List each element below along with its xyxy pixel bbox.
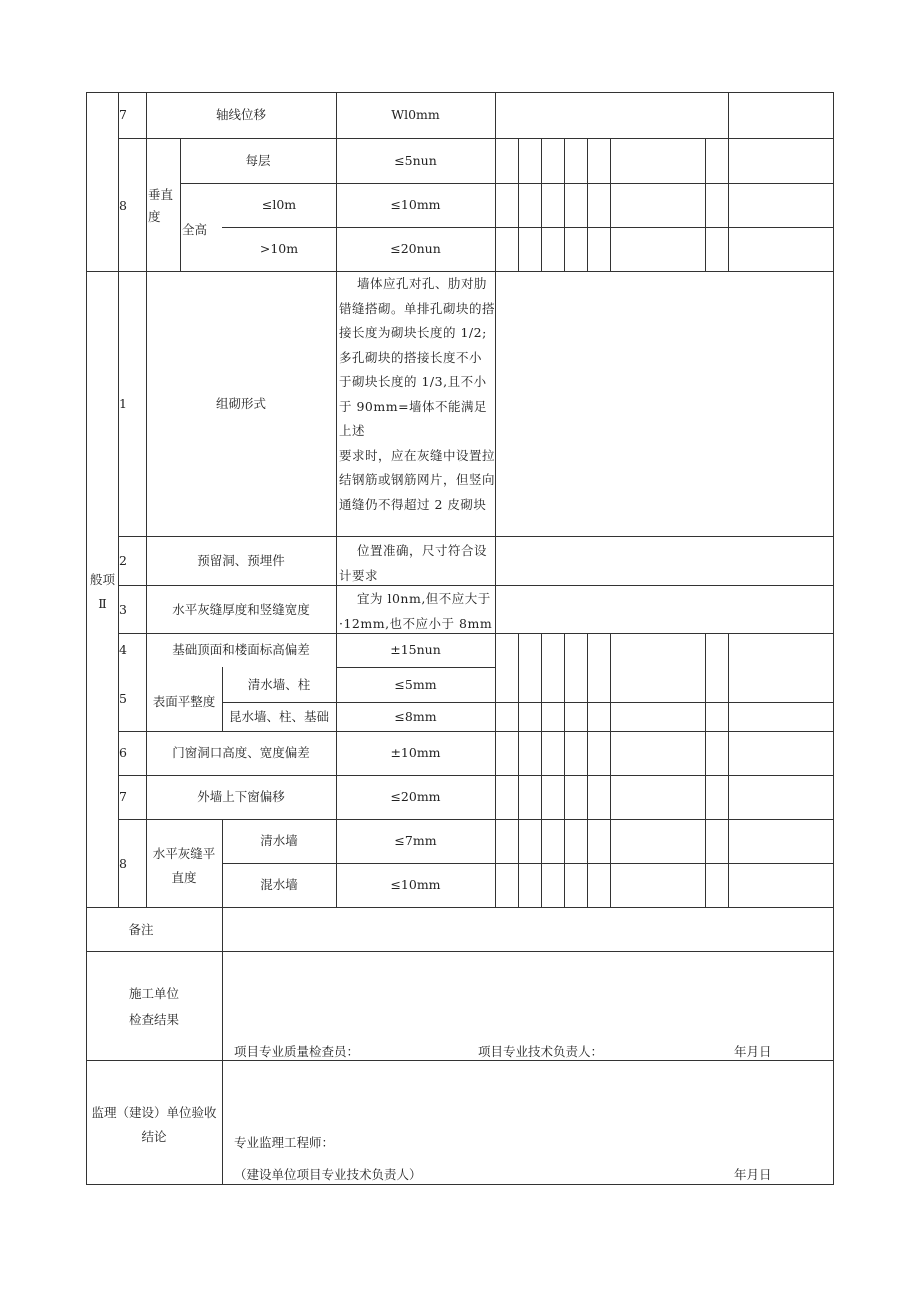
remarks-label: 备注	[128, 922, 154, 937]
rule	[610, 633, 611, 907]
item-name: 预留洞、预埋件	[197, 553, 285, 568]
row-number: 8	[119, 856, 127, 871]
sub-item: >10m	[259, 241, 299, 256]
rule	[222, 907, 223, 1185]
req-line: 于砌块长度的 1/3,且不小	[339, 374, 487, 389]
sub-item: 昆水墙、柱、基础	[228, 709, 329, 724]
rule	[86, 1184, 834, 1185]
rule	[564, 138, 565, 271]
row-number: 6	[119, 745, 127, 760]
rule	[146, 271, 147, 907]
rule	[86, 1060, 834, 1061]
sub-item: 每层	[245, 153, 271, 168]
item-name: 表面平整度	[152, 694, 216, 709]
req-line: 结钢筋或钢筋网片，但竖向	[339, 472, 496, 487]
rule	[222, 863, 834, 864]
rule	[118, 819, 834, 820]
rule	[118, 731, 834, 732]
item-name: 轴线位移	[215, 107, 266, 122]
rule	[610, 138, 611, 271]
requirement-text	[339, 272, 495, 517]
construction-label: 施工单位	[128, 986, 179, 1001]
owner-tech-lead-label: （建设单位项目专业技术负责人）	[234, 1167, 422, 1182]
rule	[541, 138, 542, 271]
sub-item: 全高	[182, 222, 208, 237]
requirement: ≤20mm	[390, 789, 441, 804]
requirement-text	[339, 587, 495, 636]
rule	[728, 92, 729, 271]
rule	[495, 92, 496, 907]
date-label: 年月日	[734, 1167, 772, 1182]
item-name: 垂直度	[148, 187, 174, 224]
req-line: 位置准确，尺寸符合设	[357, 543, 488, 558]
req-line: 计要求	[339, 567, 379, 583]
req-line: 接长度为砌块长度的 1/2;	[339, 325, 487, 340]
req-line: 于 90mm=墙体不能满足上述	[339, 398, 488, 438]
requirement: ≤7mm	[394, 833, 437, 848]
rule	[833, 92, 834, 1185]
requirement: Wl0mm	[391, 107, 440, 122]
requirement: ≤5nun	[394, 153, 437, 168]
rule	[86, 907, 834, 908]
rule	[222, 227, 834, 228]
req-line: 墙体应孔对孔、肋对肋	[357, 276, 488, 291]
sub-item: ≤l0m	[261, 197, 297, 212]
row-number: 5	[119, 691, 127, 706]
sub-item: 混水墙	[260, 877, 298, 892]
supervision-label: 监理（建设）单位验收	[91, 1105, 217, 1120]
row-number: 7	[119, 789, 127, 804]
requirement: ≤20nun	[390, 241, 441, 256]
requirement: ≤10mm	[390, 877, 441, 892]
date-label: 年月日	[734, 1044, 772, 1059]
item-name: 外墙上下窗偏移	[197, 789, 285, 804]
row-number: 1	[119, 396, 127, 411]
rule	[118, 138, 834, 139]
supervision-label: 结论	[141, 1129, 167, 1144]
item-name: 直度	[171, 870, 197, 885]
rule	[336, 271, 337, 633]
row-number: 3	[119, 602, 127, 617]
row-number: 4	[119, 642, 127, 657]
req-line: 错缝搭砌。单排孔砌块的搭	[339, 300, 496, 316]
rule	[180, 183, 834, 184]
req-line: ·12mm,也不应小于 8mm	[339, 615, 493, 631]
rule	[86, 951, 834, 952]
requirement: ≤8mm	[394, 709, 437, 724]
rule	[222, 702, 834, 703]
row-number: 7	[119, 107, 127, 122]
rule	[118, 775, 834, 776]
rule	[587, 633, 588, 907]
req-line: 通缝仍不得超过 2 皮砌块	[339, 496, 487, 512]
row-number: 2	[119, 553, 127, 568]
rule	[336, 667, 495, 668]
rule	[705, 138, 706, 271]
rule	[728, 633, 729, 907]
req-line: 要求时，应在灰缝中设置拉	[339, 447, 496, 463]
requirement: ±15nun	[390, 642, 441, 657]
item-name: 基础顶面和楼面标高偏差	[172, 642, 310, 657]
requirement: ±10mm	[390, 745, 441, 760]
req-line: 宜为 l0nm,但不应大于	[357, 591, 491, 606]
section-label: 般项Ⅱ	[89, 572, 115, 611]
rule	[518, 138, 519, 271]
requirement: ≤5mm	[394, 677, 437, 692]
construction-label: 检查结果	[128, 1012, 179, 1027]
rule	[587, 138, 588, 271]
row-number: 8	[119, 198, 127, 213]
requirement: ≤10mm	[390, 197, 441, 212]
rule	[518, 633, 519, 907]
supervision-engineer-label: 专业监理工程师：	[234, 1135, 335, 1150]
rule	[86, 92, 834, 93]
item-name: 水平灰缝平	[152, 846, 216, 861]
rule	[118, 536, 834, 537]
rule	[564, 633, 565, 907]
sub-item: 清水墙	[260, 833, 298, 848]
item-name: 组砌形式	[215, 396, 266, 411]
rule	[541, 633, 542, 907]
quality-inspector-label: 项目专业质量检查员：	[234, 1044, 360, 1059]
sub-item: 清水墙、柱	[247, 677, 311, 692]
item-name: 门窗洞口高度、宽度偏差	[172, 745, 310, 760]
tech-lead-label: 项目专业技术负责人：	[478, 1044, 604, 1059]
rule	[705, 633, 706, 907]
req-line: 多孔砌块的搭接长度不小	[339, 349, 483, 365]
requirement-text	[339, 539, 495, 588]
item-name: 水平灰缝厚度和竖缝宽度	[172, 602, 310, 617]
